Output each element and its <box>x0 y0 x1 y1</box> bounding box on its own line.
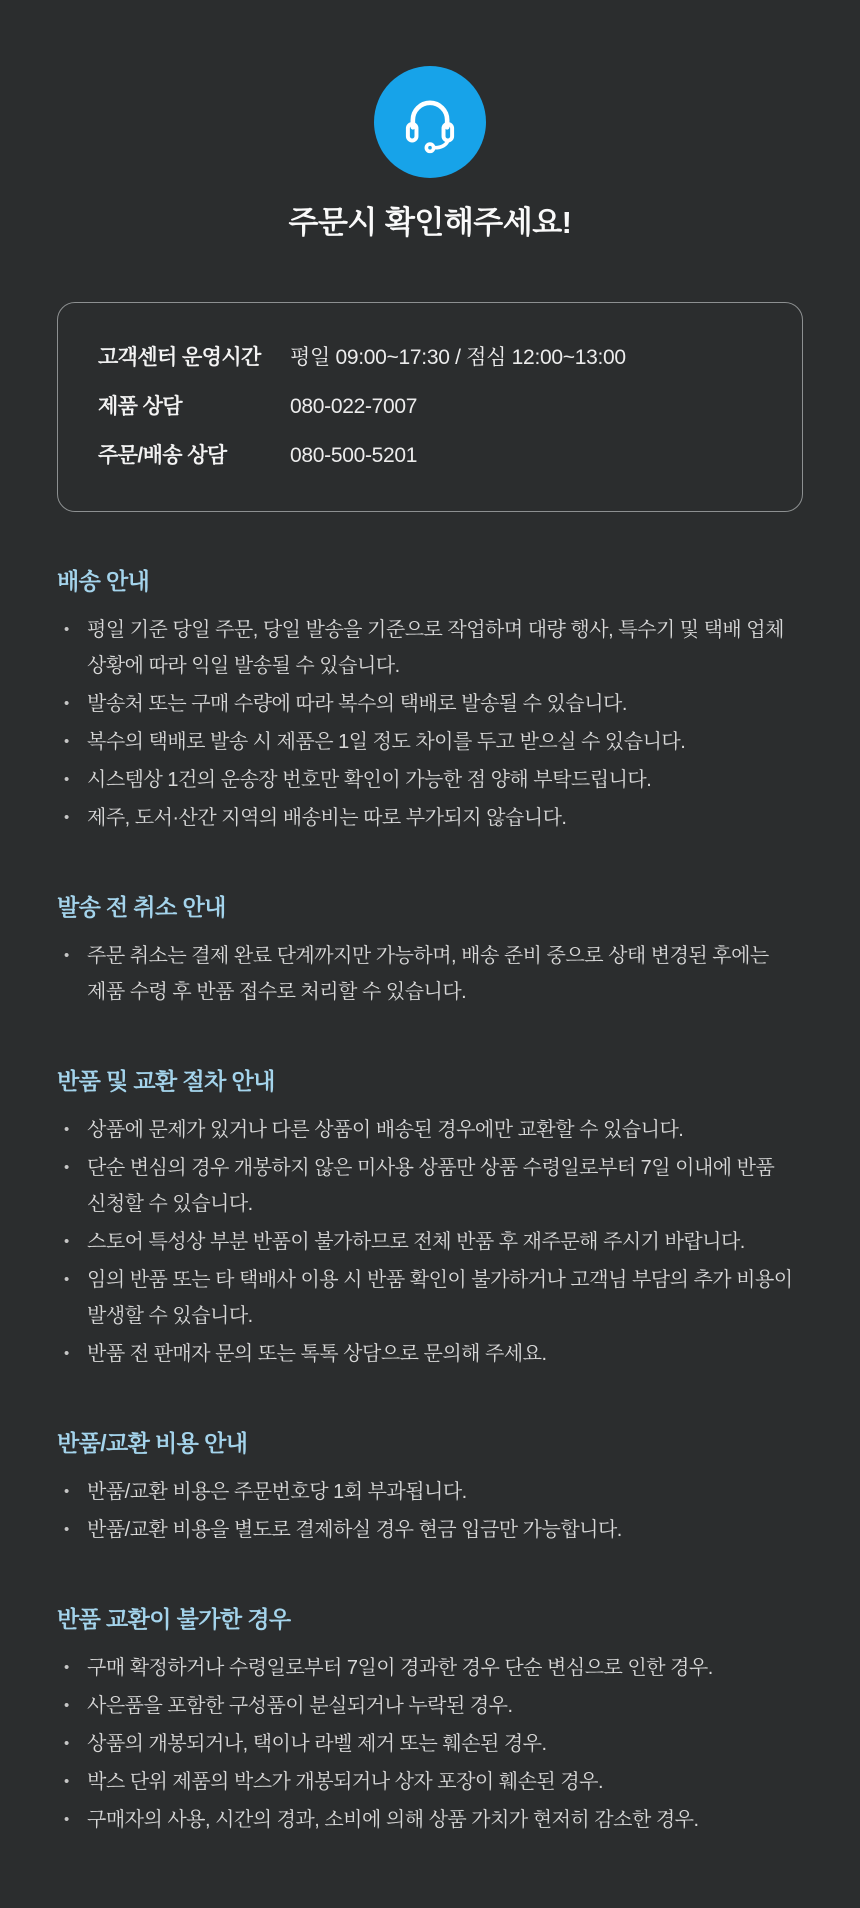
contact-value: 080-500-5201 <box>290 444 418 467</box>
list-item-text: 반품/교환 비용은 주문번호당 1회 부과됩니다. <box>87 1481 467 1503</box>
bullet-icon: • <box>64 771 69 788</box>
bullet-icon: • <box>64 1483 69 1500</box>
list-item-text: 임의 반품 또는 타 택배사 이용 시 반품 확인이 불가하거나 고객님 부담의 추가 비용이 발생할 수 있습니다. <box>87 1269 793 1327</box>
bullet-icon: • <box>64 1697 69 1714</box>
section-return-exchange-procedure <box>57 1067 803 1372</box>
list-item <box>57 1336 803 1372</box>
contact-info-box <box>57 302 803 512</box>
bullet-icon: • <box>64 1735 69 1752</box>
list-item-text: 상품의 개봉되거나, 택이나 라벨 제거 또는 훼손된 경우. <box>87 1733 547 1755</box>
list-item-text: 평일 기준 당일 주문, 당일 발송을 기준으로 작업하며 대량 행사, 특수기 및 택배 업체 상황에 따라 익일 발송될 수 있습니다. <box>87 619 784 677</box>
bullet-icon: • <box>64 695 69 712</box>
list-item-text: 단순 변심의 경우 개봉하지 않은 미사용 상품만 상품 수령일로부터 7일 이내에 반품 신청할 수 있습니다. <box>87 1157 775 1215</box>
bullet-icon: • <box>64 1811 69 1828</box>
list-item <box>57 686 803 722</box>
list-item-text: 구매자의 사용, 시간의 경과, 소비에 의해 상품 가치가 현저히 감소한 경우. <box>87 1809 699 1831</box>
contact-row-order-phone <box>98 443 762 469</box>
list-item <box>57 1726 803 1762</box>
headset-icon <box>374 66 486 178</box>
bullet-icon: • <box>64 809 69 826</box>
bullet-icon: • <box>64 621 69 638</box>
list-item-text: 사은품을 포함한 구성품이 분실되거나 누락된 경우. <box>87 1695 513 1717</box>
bullet-icon: • <box>64 1659 69 1676</box>
bullet-icon: • <box>64 1773 69 1790</box>
bullet-icon: • <box>64 1345 69 1362</box>
contact-row-hours <box>98 345 762 371</box>
contact-value: 080-022-7007 <box>290 395 418 418</box>
list-item <box>57 1512 803 1548</box>
list-item <box>57 1150 803 1222</box>
bullet-icon: • <box>64 733 69 750</box>
list-item <box>57 1688 803 1724</box>
list-item <box>57 938 803 1010</box>
list-item <box>57 1802 803 1838</box>
list-item-text: 복수의 택배로 발송 시 제품은 1일 정도 차이를 두고 받으실 수 있습니다. <box>87 731 686 753</box>
list-item <box>57 800 803 836</box>
bullet-icon: • <box>64 1159 69 1176</box>
list-item <box>57 762 803 798</box>
headset-icon-glyph <box>397 89 463 155</box>
list-item-text: 반품/교환 비용을 별도로 결제하실 경우 현금 입금만 가능합니다. <box>87 1519 622 1541</box>
bullet-icon: • <box>64 947 69 964</box>
contact-label: 고객센터 운영시간 <box>98 346 261 369</box>
return-not-allowed-bullet-list <box>57 1650 803 1838</box>
section-heading-return-procedure: 반품 및 교환 절차 안내 <box>57 1068 275 1094</box>
list-item <box>57 724 803 760</box>
list-item-text: 반품 전 판매자 문의 또는 톡톡 상담으로 문의해 주세요. <box>87 1343 547 1365</box>
contact-label: 주문/배송 상담 <box>98 444 227 467</box>
bullet-icon: • <box>64 1521 69 1538</box>
section-heading-cancel: 발송 전 취소 안내 <box>57 894 226 920</box>
list-item-text: 시스템상 1건의 운송장 번호만 확인이 가능한 점 양해 부탁드립니다. <box>87 769 652 791</box>
list-item <box>57 1474 803 1510</box>
contact-value: 평일 09:00~17:30 / 점심 12:00~13:00 <box>290 346 626 369</box>
policy-content <box>0 567 860 1838</box>
page-title: 주문시 확인해주세요! <box>288 205 572 240</box>
list-item <box>57 1262 803 1334</box>
section-heading-shipping: 배송 안내 <box>57 568 150 594</box>
section-heading-return-cost: 반품/교환 비용 안내 <box>57 1430 248 1456</box>
list-item-text: 박스 단위 제품의 박스가 개봉되거나 상자 포장이 훼손된 경우. <box>87 1771 604 1793</box>
section-heading-return-not-allowed: 반품 교환이 불가한 경우 <box>57 1606 291 1632</box>
section-return-exchange-cost <box>57 1429 803 1548</box>
section-shipping-info <box>57 567 803 836</box>
section-return-not-allowed <box>57 1605 803 1838</box>
list-item-text: 스토어 특성상 부분 반품이 불가하므로 전체 반품 후 재주문해 주시기 바랍니다. <box>87 1231 745 1253</box>
list-item-text: 구매 확정하거나 수령일로부터 7일이 경과한 경우 단순 변심으로 인한 경우. <box>87 1657 713 1679</box>
list-item-text: 제주, 도서·산간 지역의 배송비는 따로 부가되지 않습니다. <box>87 807 567 829</box>
return-cost-bullet-list <box>57 1474 803 1548</box>
section-cancel-before-shipping <box>57 893 803 1010</box>
bullet-icon: • <box>64 1233 69 1250</box>
bullet-icon: • <box>64 1121 69 1138</box>
shipping-bullet-list <box>57 612 803 836</box>
list-item <box>57 1112 803 1148</box>
list-item-text: 상품에 문제가 있거나 다른 상품이 배송된 경우에만 교환할 수 있습니다. <box>87 1119 684 1141</box>
contact-label: 제품 상담 <box>98 395 182 418</box>
list-item <box>57 1764 803 1800</box>
list-item-text: 발송처 또는 구매 수량에 따라 복수의 택배로 발송될 수 있습니다. <box>87 693 627 715</box>
return-procedure-bullet-list <box>57 1112 803 1372</box>
list-item <box>57 612 803 684</box>
list-item <box>57 1650 803 1686</box>
bullet-icon: • <box>64 1271 69 1288</box>
cancel-bullet-list <box>57 938 803 1010</box>
list-item-text: 주문 취소는 결제 완료 단계까지만 가능하며, 배송 준비 중으로 상태 변경된 후에는 제품 수령 후 반품 접수로 처리할 수 있습니다. <box>87 945 769 1003</box>
list-item <box>57 1224 803 1260</box>
contact-row-product-phone <box>98 394 762 420</box>
